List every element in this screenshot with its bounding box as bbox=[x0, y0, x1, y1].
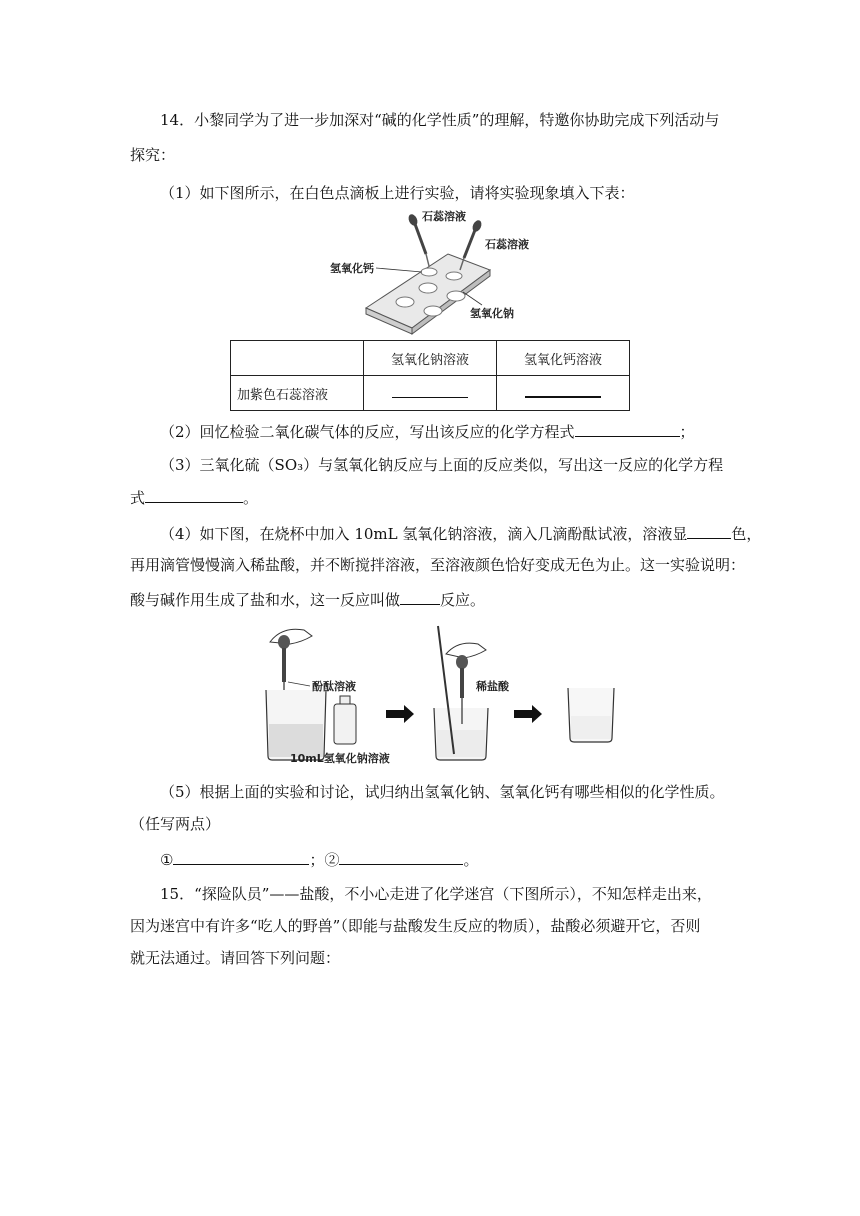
arrow-right-icon bbox=[514, 705, 542, 723]
part4-line3-suffix: 反应。 bbox=[440, 591, 486, 609]
answer-blank-color[interactable] bbox=[687, 522, 731, 539]
part3-prefix: 式 bbox=[130, 489, 146, 507]
part3-suffix: 。 bbox=[243, 489, 259, 507]
answer-blank-part3[interactable] bbox=[145, 486, 243, 503]
part5-end: 。 bbox=[463, 851, 479, 869]
item-marker-2: ；② bbox=[309, 851, 340, 869]
q14-part4-line3 bbox=[130, 588, 485, 610]
well bbox=[419, 283, 437, 293]
well bbox=[424, 306, 442, 316]
label-dilute-hcl: 稀盐酸 bbox=[476, 680, 509, 693]
part4-text: （4）如下图，在烧杯中加入 10mL 氢氧化钠溶液，滴入几滴酚酞试液，溶液显 bbox=[160, 525, 688, 543]
label-phenolphthalein: 酚酞溶液 bbox=[312, 680, 356, 693]
q14-part2 bbox=[160, 420, 695, 442]
well bbox=[447, 291, 465, 301]
table-header-naoh: 氢氧化钠溶液 bbox=[364, 341, 497, 376]
q14-part5-answers bbox=[160, 848, 478, 870]
label-litmus-2: 石蕊溶液 bbox=[485, 238, 529, 251]
table-row-label: 加紫色石蕊溶液 bbox=[231, 376, 364, 411]
part2-suffix: ； bbox=[679, 423, 695, 441]
table-row bbox=[231, 341, 630, 376]
spot-plate-figure bbox=[330, 210, 530, 340]
q14-part3-line1: （3）三氧化硫（SO₃）与氢氧化钠反应与上面的反应类似，写出这一反应的化学方程 bbox=[160, 456, 724, 474]
observation-table bbox=[230, 340, 630, 411]
neutralization-figure bbox=[262, 620, 622, 765]
well bbox=[446, 272, 462, 280]
answer-blank-property-1[interactable] bbox=[173, 848, 309, 865]
label-naoh-10ml: 10mL氢氧化钠溶液 bbox=[290, 752, 390, 765]
part2-text: （2）回忆检验二氧化碳气体的反应，写出该反应的化学方程式 bbox=[160, 423, 575, 441]
label-litmus-1: 石蕊溶液 bbox=[422, 210, 466, 223]
label-sodium-hydroxide: 氢氧化钠 bbox=[470, 307, 514, 320]
q14-intro-line2: 探究： bbox=[130, 146, 176, 164]
q15-line3: 就无法通过。请回答下列问题： bbox=[130, 949, 341, 967]
q14-part3-line2 bbox=[130, 486, 258, 508]
answer-blank-part2[interactable] bbox=[575, 420, 680, 437]
table-row bbox=[231, 376, 630, 411]
arrow-right-icon bbox=[386, 705, 414, 723]
q15-line2: 因为迷宫中有许多“吃人的野兽”（即能与盐酸发生反应的物质），盐酸必须避开它，否则 bbox=[130, 917, 701, 935]
part4-line3-text: 酸与碱作用生成了盐和水，这一反应叫做 bbox=[130, 591, 401, 609]
q14-part5-line2: （任写两点） bbox=[130, 815, 221, 833]
q15-line1: 15．“探险队员”——盐酸，不小心走进了化学迷宫（下图所示），不知怎样走出来， bbox=[160, 885, 712, 903]
q14-part1: （1）如下图所示，在白色点滴板上进行实验，请将实验现象填入下表： bbox=[160, 184, 635, 202]
answer-blank-reaction[interactable] bbox=[400, 588, 440, 605]
answer-cell-caoh[interactable] bbox=[497, 376, 630, 411]
item-marker-1: ① bbox=[160, 851, 174, 869]
q14-part5-line1: （5）根据上面的实验和讨论，试归纳出氢氧化钠、氢氧化钙有哪些相似的化学性质。 bbox=[160, 783, 725, 801]
well bbox=[421, 268, 437, 276]
q14-part4-line2: 再用滴管慢慢滴入稀盐酸，并不断搅拌溶液，至溶液颜色恰好变成无色为止。这一实验说明： bbox=[130, 556, 746, 574]
bottle-icon bbox=[334, 696, 356, 744]
label-calcium-hydroxide: 氢氧化钙 bbox=[330, 262, 374, 275]
answer-blank-property-2[interactable] bbox=[339, 848, 463, 865]
beaker-icon bbox=[568, 688, 614, 742]
q14-intro-line1: 14．小黎同学为了进一步加深对“碱的化学性质”的理解，特邀你协助完成下列活动与 bbox=[160, 111, 720, 129]
q14-part4-line1 bbox=[160, 522, 761, 544]
answer-cell-naoh[interactable] bbox=[364, 376, 497, 411]
part4-suffix: 色， bbox=[731, 525, 762, 543]
table-header-caoh: 氢氧化钙溶液 bbox=[497, 341, 630, 376]
beaker-icon bbox=[266, 690, 326, 760]
table-cell-empty bbox=[231, 341, 364, 376]
well bbox=[396, 297, 414, 307]
